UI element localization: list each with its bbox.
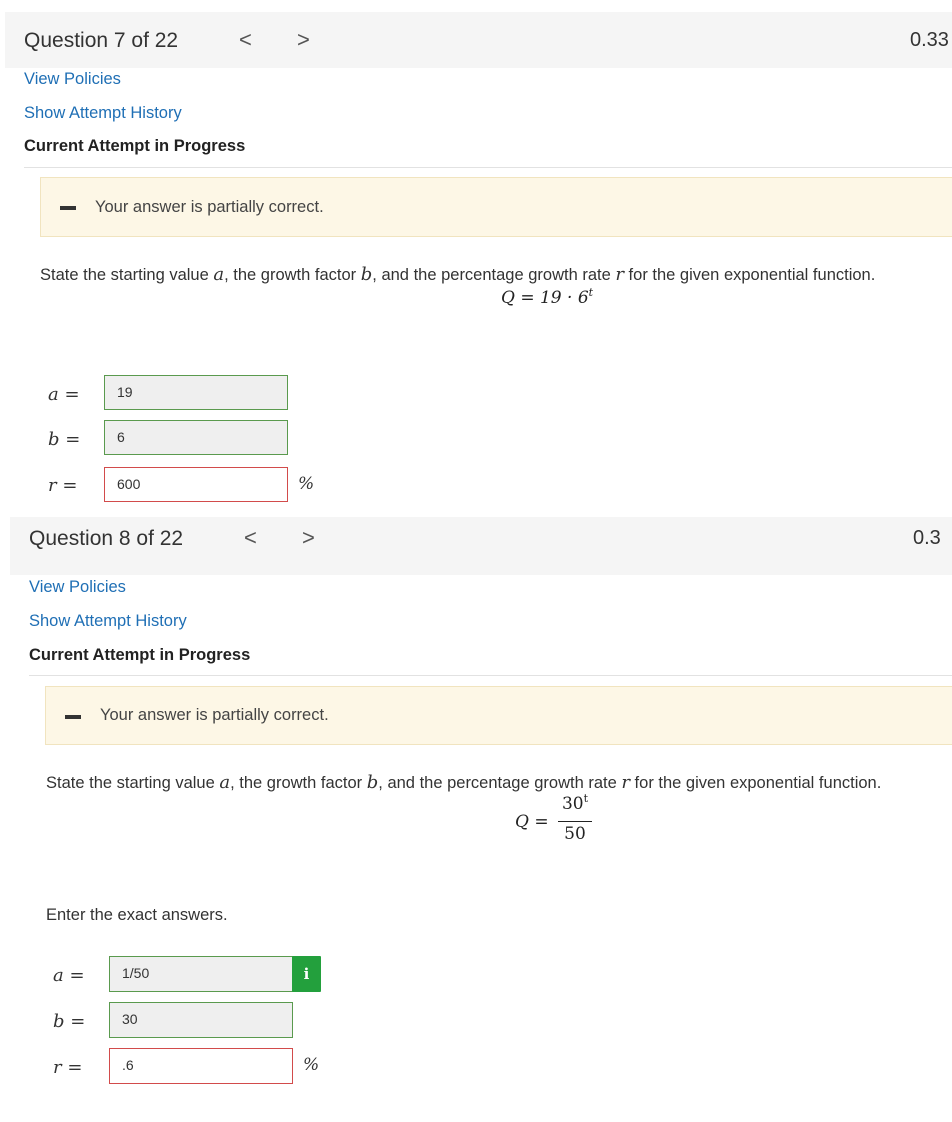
- b-input[interactable]: 6: [104, 420, 288, 455]
- prompt-text: State the starting value: [40, 266, 214, 284]
- percent-symbol: %: [303, 1055, 320, 1075]
- prompt-text: for the given exponential function.: [629, 774, 882, 792]
- banner-message: Your answer is partially correct.: [100, 706, 329, 724]
- b-input[interactable]: 30: [109, 1002, 293, 1038]
- question-7-title: Question 7 of 22: [24, 29, 179, 52]
- next-question-button[interactable]: >: [302, 525, 315, 550]
- prompt-var-r: r: [615, 264, 624, 285]
- question-8-panel: [10, 517, 952, 1099]
- banner-message: Your answer is partially correct.: [95, 198, 324, 216]
- view-policies-link[interactable]: View Policies: [29, 578, 126, 596]
- prompt-var-b: b: [366, 772, 379, 793]
- a-label: a =: [53, 965, 85, 986]
- info-icon[interactable]: i: [292, 956, 321, 992]
- numerator-exponent: t: [583, 792, 589, 805]
- divider: [24, 167, 952, 168]
- r-label: r =: [53, 1057, 83, 1078]
- prompt-var-a: a: [219, 772, 231, 793]
- prompt-var-r: r: [621, 772, 630, 793]
- question-prompt: [40, 264, 875, 285]
- r-label: r =: [48, 475, 78, 496]
- question-7-header: [5, 12, 952, 68]
- show-attempt-history-link[interactable]: Show Attempt History: [24, 104, 182, 122]
- prompt-var-a: a: [213, 264, 225, 285]
- equation-numerator: [558, 794, 592, 814]
- prompt-text: , and the percentage growth rate: [378, 774, 622, 792]
- instruction-text: Enter the exact answers.: [46, 906, 228, 924]
- minus-icon: [65, 715, 81, 719]
- b-label: b =: [48, 429, 81, 450]
- fraction-bar: [558, 821, 592, 822]
- previous-question-button[interactable]: <: [239, 27, 252, 52]
- a-label: a =: [48, 384, 80, 405]
- equation-exponent: t: [588, 286, 594, 299]
- percent-symbol: %: [298, 474, 315, 494]
- equation-base: Q = 19 · 6: [501, 288, 589, 308]
- b-label: b =: [53, 1011, 86, 1032]
- question-prompt: [46, 772, 881, 793]
- partial-correct-banner: [45, 686, 952, 745]
- current-attempt-label: Current Attempt in Progress: [29, 646, 251, 664]
- numerator-base: 30: [561, 794, 584, 814]
- a-input[interactable]: 19: [104, 375, 288, 410]
- prompt-text: , the growth factor: [224, 266, 361, 284]
- show-attempt-history-link[interactable]: Show Attempt History: [29, 612, 187, 630]
- question-8-header: [10, 517, 952, 575]
- question-7-score: 0.33: [910, 29, 949, 51]
- prompt-text: , and the percentage growth rate: [372, 266, 616, 284]
- exponential-equation: [501, 288, 593, 308]
- a-input[interactable]: 1/50: [109, 956, 293, 992]
- view-policies-link[interactable]: View Policies: [24, 70, 121, 88]
- prompt-text: , the growth factor: [230, 774, 367, 792]
- equation-denominator: 50: [564, 824, 586, 844]
- current-attempt-label: Current Attempt in Progress: [24, 137, 246, 155]
- question-8-score: 0.3: [913, 527, 941, 549]
- r-input[interactable]: .6: [109, 1048, 293, 1084]
- divider: [29, 675, 952, 676]
- next-question-button[interactable]: >: [297, 27, 310, 52]
- previous-question-button[interactable]: <: [244, 525, 257, 550]
- minus-icon: [60, 206, 76, 210]
- question-7-panel: [5, 12, 952, 518]
- r-input[interactable]: 600: [104, 467, 288, 502]
- prompt-text: State the starting value: [46, 774, 220, 792]
- prompt-var-b: b: [360, 264, 373, 285]
- equation-lhs: Q =: [515, 812, 549, 832]
- partial-correct-banner: [40, 177, 952, 237]
- question-8-title: Question 8 of 22: [29, 527, 184, 550]
- prompt-text: for the given exponential function.: [623, 266, 876, 284]
